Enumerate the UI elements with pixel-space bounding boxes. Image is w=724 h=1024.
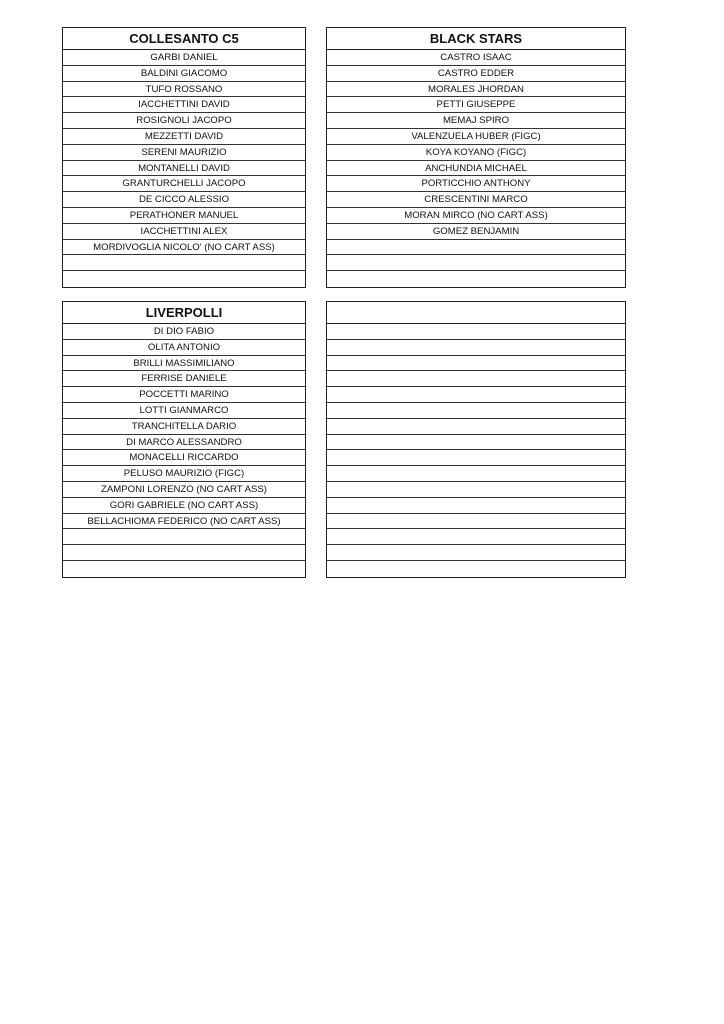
player-row: SERENI MAURIZIO xyxy=(63,145,305,161)
player-row xyxy=(327,240,625,256)
player-row xyxy=(63,255,305,271)
player-row xyxy=(63,561,305,577)
player-row: BELLACHIOMA FEDERICO (NO CART ASS) xyxy=(63,514,305,530)
player-row: VALENZUELA HUBER (FIGC) xyxy=(327,129,625,145)
player-row xyxy=(327,514,625,530)
player-row: PETTI GIUSEPPE xyxy=(327,97,625,113)
player-row: GORI GABRIELE (NO CART ASS) xyxy=(63,498,305,514)
team-title xyxy=(327,302,625,324)
player-row: MONACELLI RICCARDO xyxy=(63,450,305,466)
player-row xyxy=(327,561,625,577)
player-row: MORDIVOGLIA NICOLO' (NO CART ASS) xyxy=(63,240,305,256)
player-row: CASTRO EDDER xyxy=(327,66,625,82)
player-row: DE CICCO ALESSIO xyxy=(63,192,305,208)
player-row: ZAMPONI LORENZO (NO CART ASS) xyxy=(63,482,305,498)
player-row: PERATHONER MANUEL xyxy=(63,208,305,224)
player-row: PELUSO MAURIZIO (FIGC) xyxy=(63,466,305,482)
player-row xyxy=(327,498,625,514)
player-list xyxy=(63,324,305,577)
roster-table-black-stars xyxy=(326,27,626,288)
player-row xyxy=(327,545,625,561)
player-row: POCCETTI MARINO xyxy=(63,387,305,403)
player-row xyxy=(327,324,625,340)
player-row xyxy=(327,435,625,451)
player-row xyxy=(327,371,625,387)
player-row: CASTRO ISAAC xyxy=(327,50,625,66)
team-title: BLACK STARS xyxy=(327,28,625,50)
player-row: CRESCENTINI MARCO xyxy=(327,192,625,208)
player-row: LOTTI GIANMARCO xyxy=(63,403,305,419)
player-row: TUFO ROSSANO xyxy=(63,82,305,98)
player-row xyxy=(327,356,625,372)
player-row: MONTANELLI DAVID xyxy=(63,161,305,177)
player-row xyxy=(327,482,625,498)
player-row: OLITA ANTONIO xyxy=(63,340,305,356)
player-row xyxy=(327,466,625,482)
player-row: FERRISE DANIELE xyxy=(63,371,305,387)
player-row xyxy=(327,529,625,545)
player-row: MEMAJ SPIRO xyxy=(327,113,625,129)
player-row: GARBI DANIEL xyxy=(63,50,305,66)
player-row: DI DIO FABIO xyxy=(63,324,305,340)
player-row: IACCHETTINI ALEX xyxy=(63,224,305,240)
player-list xyxy=(327,50,625,287)
player-row: ANCHUNDIA MICHAEL xyxy=(327,161,625,177)
player-row xyxy=(327,340,625,356)
team-title: COLLESANTO C5 xyxy=(63,28,305,50)
player-row xyxy=(327,255,625,271)
player-row: PORTICCHIO ANTHONY xyxy=(327,176,625,192)
player-row xyxy=(63,271,305,287)
player-row xyxy=(327,271,625,287)
player-row xyxy=(327,403,625,419)
roster-table-liverpolli xyxy=(62,301,306,578)
player-row: DI MARCO ALESSANDRO xyxy=(63,435,305,451)
player-row: MORALES JHORDAN xyxy=(327,82,625,98)
player-row: KOYA KOYANO (FIGC) xyxy=(327,145,625,161)
player-row: MEZZETTI DAVID xyxy=(63,129,305,145)
roster-table-empty xyxy=(326,301,626,578)
team-title: LIVERPOLLI xyxy=(63,302,305,324)
player-list xyxy=(327,324,625,577)
player-row: BRILLI MASSIMILIANO xyxy=(63,356,305,372)
player-row: MORAN MIRCO (NO CART ASS) xyxy=(327,208,625,224)
player-list xyxy=(63,50,305,287)
player-row: GOMEZ BENJAMIN xyxy=(327,224,625,240)
player-row: GRANTURCHELLI JACOPO xyxy=(63,176,305,192)
roster-table-collesanto xyxy=(62,27,306,288)
player-row xyxy=(63,545,305,561)
player-row: ROSIGNOLI JACOPO xyxy=(63,113,305,129)
player-row xyxy=(63,529,305,545)
player-row xyxy=(327,450,625,466)
player-row xyxy=(327,419,625,435)
player-row: TRANCHITELLA DARIO xyxy=(63,419,305,435)
player-row xyxy=(327,387,625,403)
player-row: BALDINI GIACOMO xyxy=(63,66,305,82)
player-row: IACCHETTINI DAVID xyxy=(63,97,305,113)
